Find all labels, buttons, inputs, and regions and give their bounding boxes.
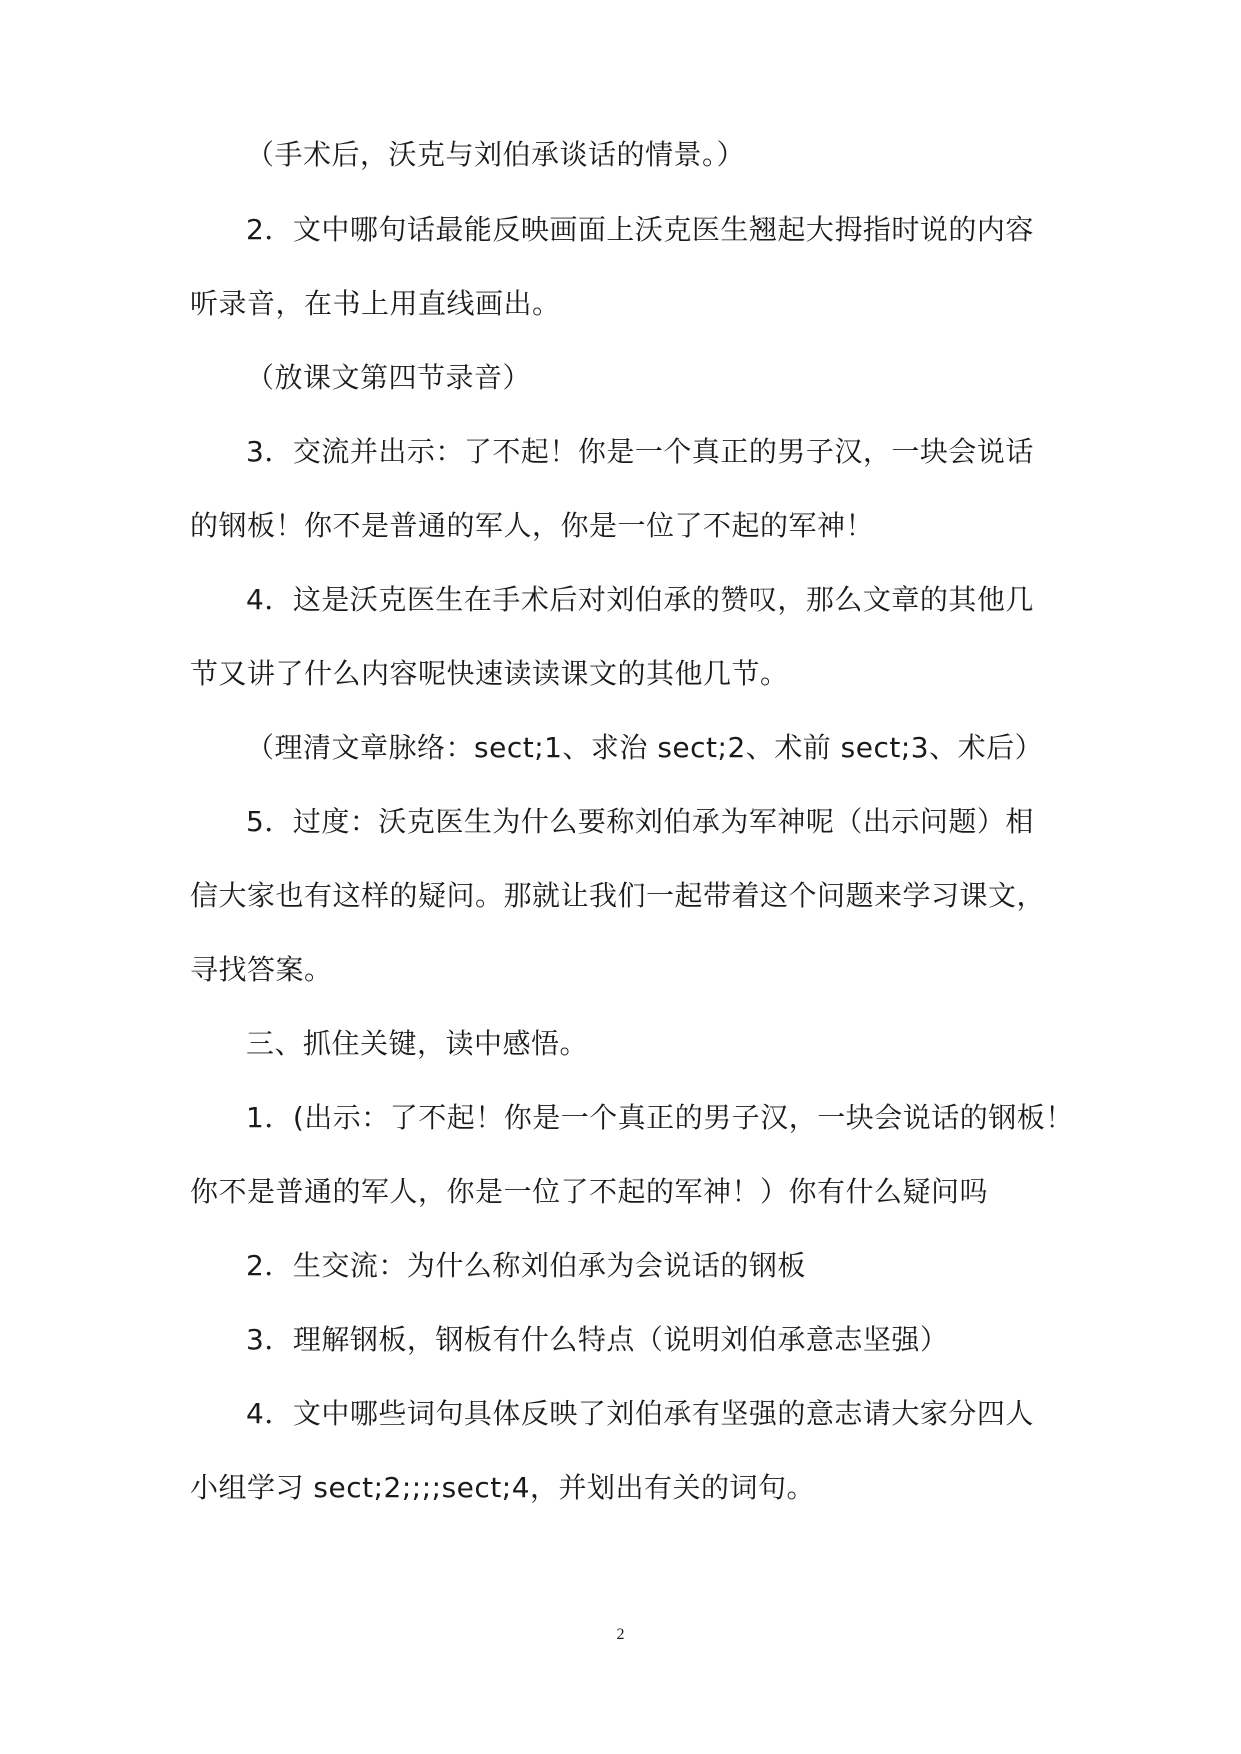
text-line: 2．文中哪句话最能反映画面上沃克医生翘起大拇指时说的内容 xyxy=(246,213,1034,246)
text-line: 5．过度：沃克医生为什么要称刘伯承为军神呢（出示问题）相 xyxy=(246,805,1034,838)
text-line: 你不是普通的军人，你是一位了不起的军神！）你有什么疑问吗 xyxy=(190,1175,989,1208)
text-line: 的钢板！你不是普通的军人，你是一位了不起的军神！ xyxy=(190,509,875,542)
text-line: 2．生交流：为什么称刘伯承为会说话的钢板 xyxy=(246,1249,806,1282)
text-line: 小组学习 sect;2;;;;sect;4，并划出有关的词句。 xyxy=(190,1471,816,1504)
text-line: （放课文第四节录音） xyxy=(246,361,532,394)
text-line: 信大家也有这样的疑问。那就让我们一起带着这个问题来学习课文， xyxy=(190,879,1046,912)
page-number: 2 xyxy=(616,1626,625,1643)
text-line: 4．这是沃克医生在手术后对刘伯承的赞叹，那么文章的其他几 xyxy=(246,583,1034,616)
text-line: （手术后，沃克与刘伯承谈话的情景。） xyxy=(246,138,746,171)
text-line: 3．交流并出示：了不起！你是一个真正的男子汉，一块会说话 xyxy=(246,435,1034,468)
section-heading: 三、抓住关键，读中感悟。 xyxy=(246,1027,589,1060)
text-line: 1．(出示：了不起！你是一个真正的男子汉，一块会说话的钢板！ xyxy=(246,1101,1074,1134)
text-line: 3．理解钢板，钢板有什么特点（说明刘伯承意志坚强） xyxy=(246,1323,949,1356)
text-line: （理清文章脉络：sect;1、求治 sect;2、术前 sect;3、术后） xyxy=(246,731,1044,764)
text-line: 4．文中哪些词句具体反映了刘伯承有坚强的意志请大家分四人 xyxy=(246,1397,1034,1430)
text-line: 寻找答案。 xyxy=(190,953,333,986)
text-line: 节又讲了什么内容呢快速读读课文的其他几节。 xyxy=(190,657,789,690)
text-line: 听录音，在书上用直线画出。 xyxy=(190,287,561,320)
